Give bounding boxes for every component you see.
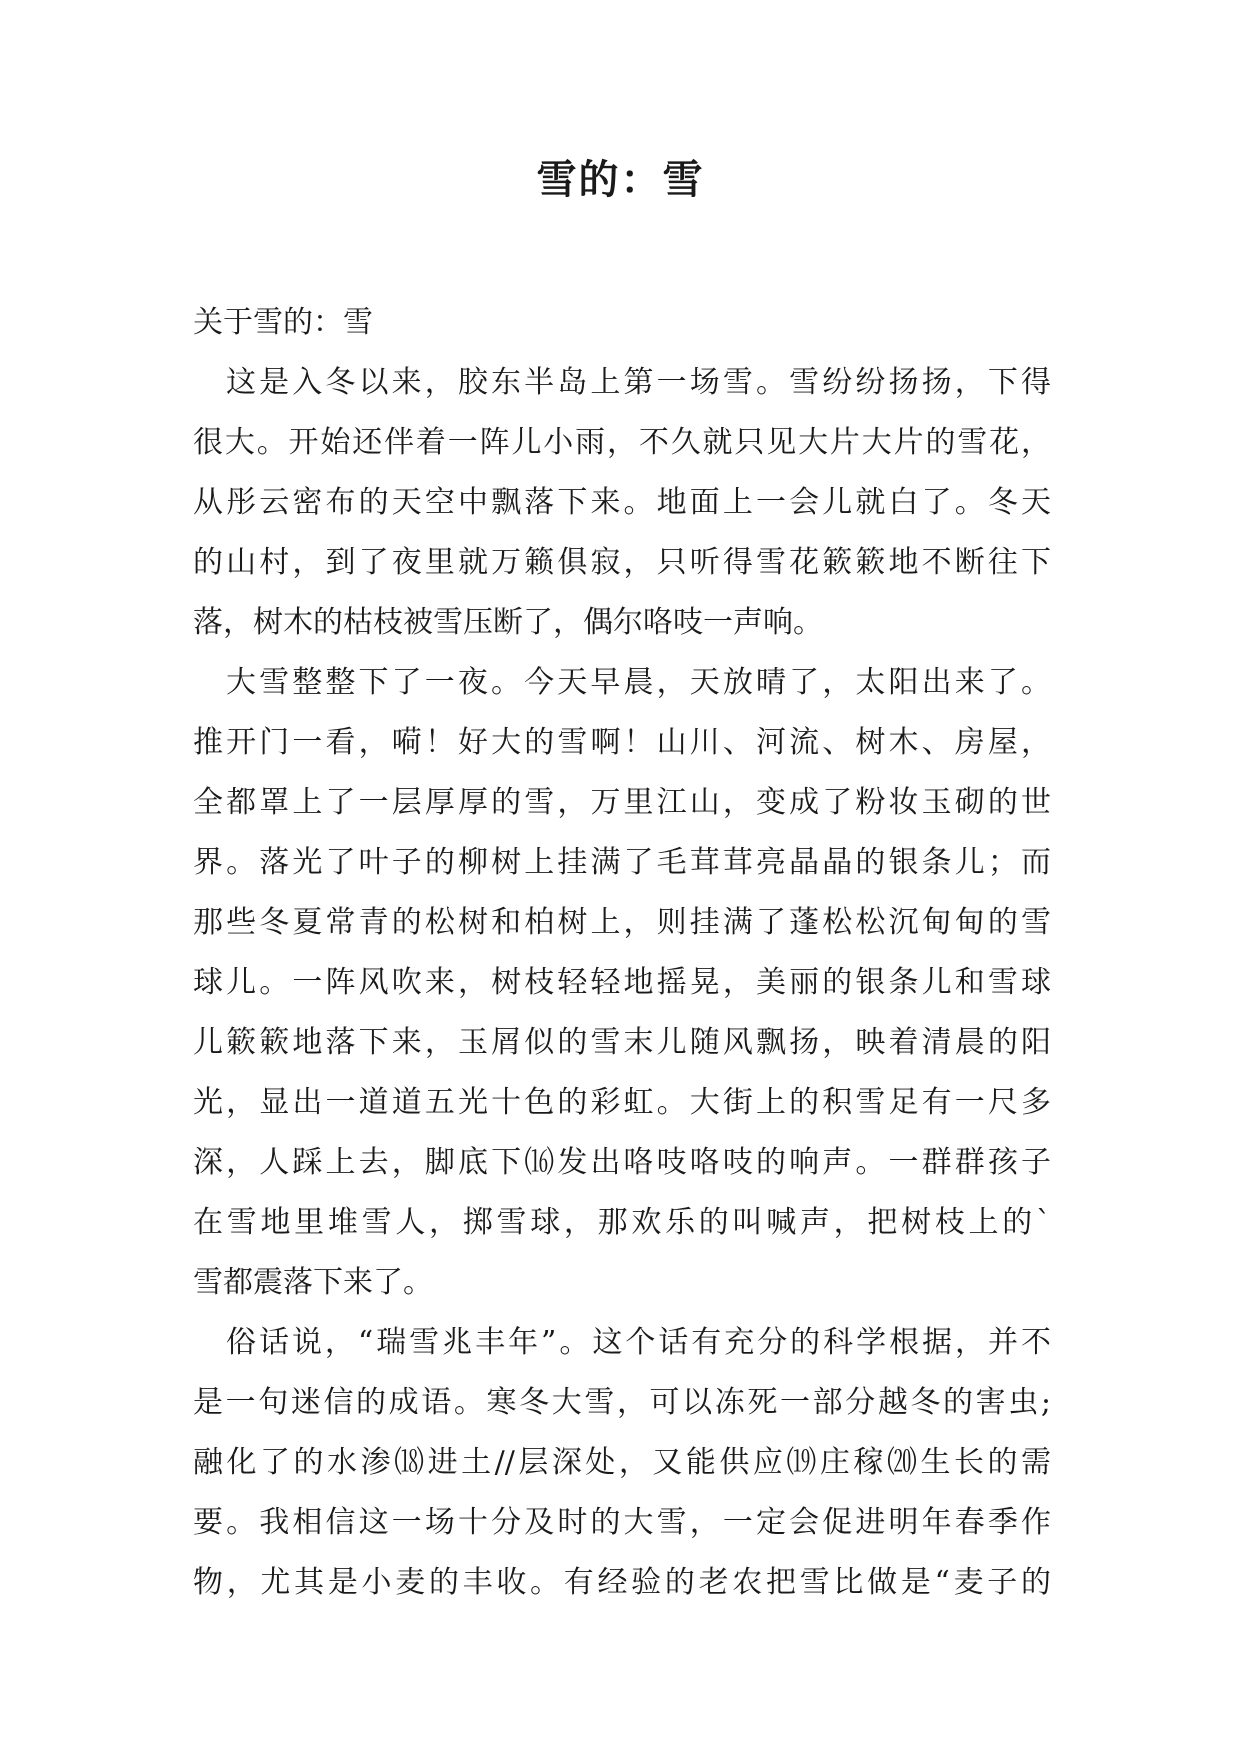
paragraph-line: 那些冬夏常青的松树和柏树上，则挂满了蓬松松沉甸甸的雪 bbox=[193, 905, 1051, 940]
paragraph-line: 这是入冬以来，胶东半岛上第一场雪。雪纷纷扬扬，下得 bbox=[226, 365, 1051, 400]
paragraph-line: 雪都震落下来了。 bbox=[193, 1265, 433, 1300]
page-title: 雪的：雪 bbox=[536, 157, 705, 203]
paragraph-line: 深，人踩上去，脚底下⒃发出咯吱咯吱的响声。一群群孩子 bbox=[193, 1145, 1051, 1180]
paragraph-line: 在雪地里堆雪人，掷雪球，那欢乐的叫喊声，把树枝上的` bbox=[193, 1205, 1051, 1240]
paragraph-line: 球儿。一阵风吹来，树枝轻轻地摇晃，美丽的银条儿和雪球 bbox=[193, 965, 1051, 1000]
paragraph-line: 光，显出一道道五光十色的彩虹。大街上的积雪足有一尺多 bbox=[193, 1085, 1051, 1120]
paragraph-line: 大雪整整下了一夜。今天早晨，天放晴了，太阳出来了。 bbox=[226, 665, 1051, 700]
paragraph-line: 的山村，到了夜里就万籁俱寂，只听得雪花簌簌地不断往下 bbox=[193, 545, 1051, 580]
paragraph-line: 推开门一看，嗬！好大的雪啊！山川、河流、树木、房屋， bbox=[193, 725, 1051, 760]
article-body bbox=[193, 293, 1051, 1613]
paragraph-line: 很大。开始还伴着一阵儿小雨，不久就只见大片大片的雪花， bbox=[193, 425, 1051, 460]
paragraph-line: 俗话说，“瑞雪兆丰年”。这个话有充分的科学根据，并不 bbox=[226, 1325, 1051, 1360]
paragraph-line: 全都罩上了一层厚厚的雪，万里江山，变成了粉妆玉砌的世 bbox=[193, 785, 1051, 820]
paragraph-line: 物，尤其是小麦的丰收。有经验的老农把雪比做是“麦子的 bbox=[193, 1565, 1051, 1600]
paragraph-line: 要。我相信这一场十分及时的大雪，一定会促进明年春季作 bbox=[193, 1505, 1051, 1540]
article-subtitle: 关于雪的：雪 bbox=[193, 305, 373, 340]
paragraph-line: 是一句迷信的成语。寒冬大雪，可以冻死一部分越冬的害虫; bbox=[193, 1385, 1051, 1420]
paragraph-line: 儿簌簌地落下来，玉屑似的雪末儿随风飘扬，映着清晨的阳 bbox=[193, 1025, 1051, 1060]
paragraph-line: 融化了的水渗⒅进土//层深处，又能供应⒆庄稼⒇生长的需 bbox=[193, 1445, 1051, 1480]
paragraph-line: 界。落光了叶子的柳树上挂满了毛茸茸亮晶晶的银条儿；而 bbox=[193, 845, 1051, 880]
paragraph-line: 从彤云密布的天空中飘落下来。地面上一会儿就白了。冬天 bbox=[193, 485, 1051, 520]
paragraph-line: 落，树木的枯枝被雪压断了，偶尔咯吱一声响。 bbox=[193, 605, 823, 640]
